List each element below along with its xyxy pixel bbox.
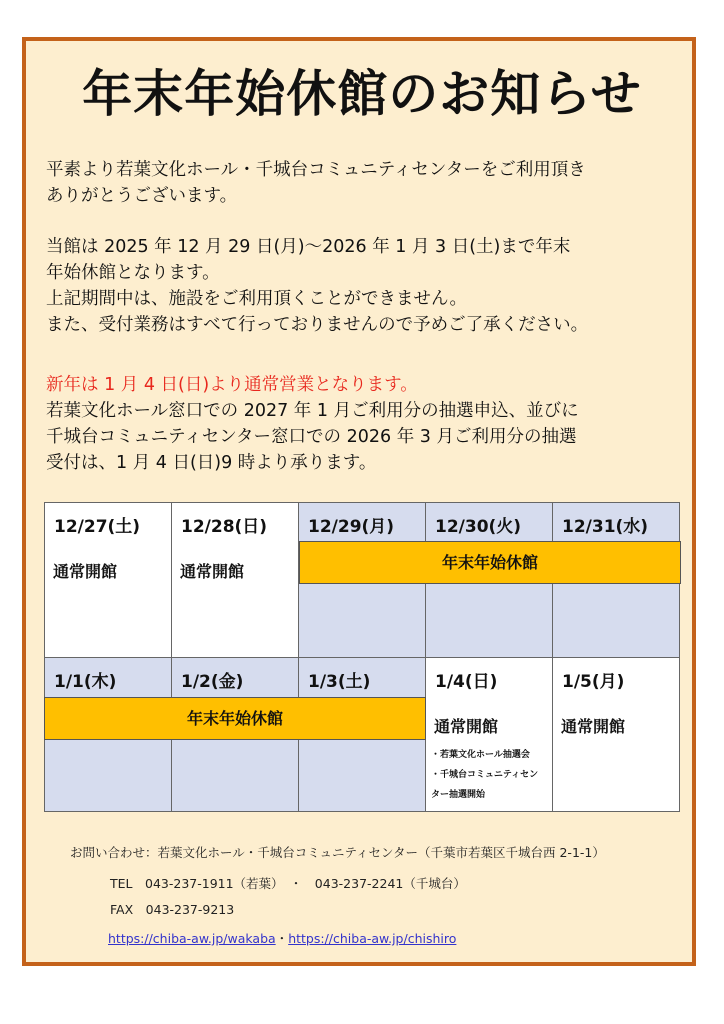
holiday-calendar — [44, 502, 680, 812]
calendar-cell-0104 — [426, 658, 553, 811]
calendar-date: 12/29(月) — [308, 517, 395, 537]
closure-line: また、受付業務はすべて行っておりませんので予めご了承ください。 — [46, 315, 589, 335]
fax-number: FAX 043-237-9213 — [110, 902, 235, 917]
calendar-status: 通常開館 — [180, 562, 245, 581]
closure-line: 上記期間中は、施設をご利用頂くことができません。 — [46, 289, 468, 309]
closed-period-bar: 年末年始休館 — [44, 697, 426, 740]
link-separator: ・ — [275, 931, 289, 946]
calendar-date: 1/4(日) — [435, 672, 498, 692]
calendar-cell-1227 — [45, 503, 172, 658]
intro-line: ありがとうございます。 — [46, 186, 238, 206]
lottery-note-line: ・千城台コミュニティセン — [431, 770, 539, 780]
calendar-date: 12/31(水) — [562, 517, 649, 537]
reopen-line: 若葉文化ホール窓口での 2027 年 1 月ご利用分の抽選申込、並びに — [46, 401, 579, 421]
calendar-date: 12/27(土) — [54, 517, 141, 537]
contact-info: お問い合わせ：若葉文化ホール・千城台コミュニティセンター（千葉市若葉区千城台西 2-1-1） — [70, 845, 605, 860]
phone-numbers: TEL 043-237-1911（若葉） ・ 043-237-2241（千城台） — [110, 876, 466, 891]
intro-paragraph — [46, 157, 686, 209]
lottery-note — [431, 745, 538, 805]
calendar-status: 通常開館 — [53, 562, 118, 581]
calendar-date: 1/1(木) — [54, 672, 117, 692]
closure-line: 当館は 2025 年 12 月 29 日(月)～2026 年 1 月 3 日(土)まで年末 — [46, 237, 571, 257]
website-links — [108, 929, 456, 947]
calendar-date: 12/28(日) — [181, 517, 268, 537]
closed-period-bar: 年末年始休館 — [299, 541, 681, 584]
calendar-date: 1/3(土) — [308, 672, 371, 692]
chishiro-link[interactable]: https://chiba-aw.jp/chishiro — [288, 931, 457, 946]
calendar-date: 1/5(月) — [562, 672, 625, 692]
calendar-date: 12/30(火) — [435, 517, 522, 537]
closure-line: 年始休館となります。 — [46, 263, 220, 283]
reopen-line: 受付は、1 月 4 日(日)9 時より承ります。 — [46, 453, 377, 473]
lottery-note-line: ・若葉文化ホール抽選会 — [431, 750, 530, 760]
closure-paragraph — [46, 234, 686, 338]
reopen-line: 千城台コミュニティセンター窓口での 2026 年 3 月ご利用分の抽選 — [46, 427, 577, 447]
calendar-status: 通常開館 — [434, 717, 499, 736]
calendar-cell-1228 — [172, 503, 299, 658]
reopen-paragraph — [46, 372, 686, 476]
intro-line: 平素より若葉文化ホール・千城台コミュニティセンターをご利用頂き — [46, 160, 586, 180]
calendar-status: 通常開館 — [561, 717, 626, 736]
lottery-note-line: ター抽選開始 — [431, 790, 486, 800]
wakaba-link[interactable]: https://chiba-aw.jp/wakaba — [108, 931, 276, 946]
page-title: 年末年始休館のお知らせ — [82, 65, 642, 123]
calendar-date: 1/2(金) — [181, 672, 244, 692]
calendar-cell-0105 — [553, 658, 679, 811]
reopen-highlight: 新年は 1 月 4 日(日)より通常営業となります。 — [46, 375, 418, 395]
